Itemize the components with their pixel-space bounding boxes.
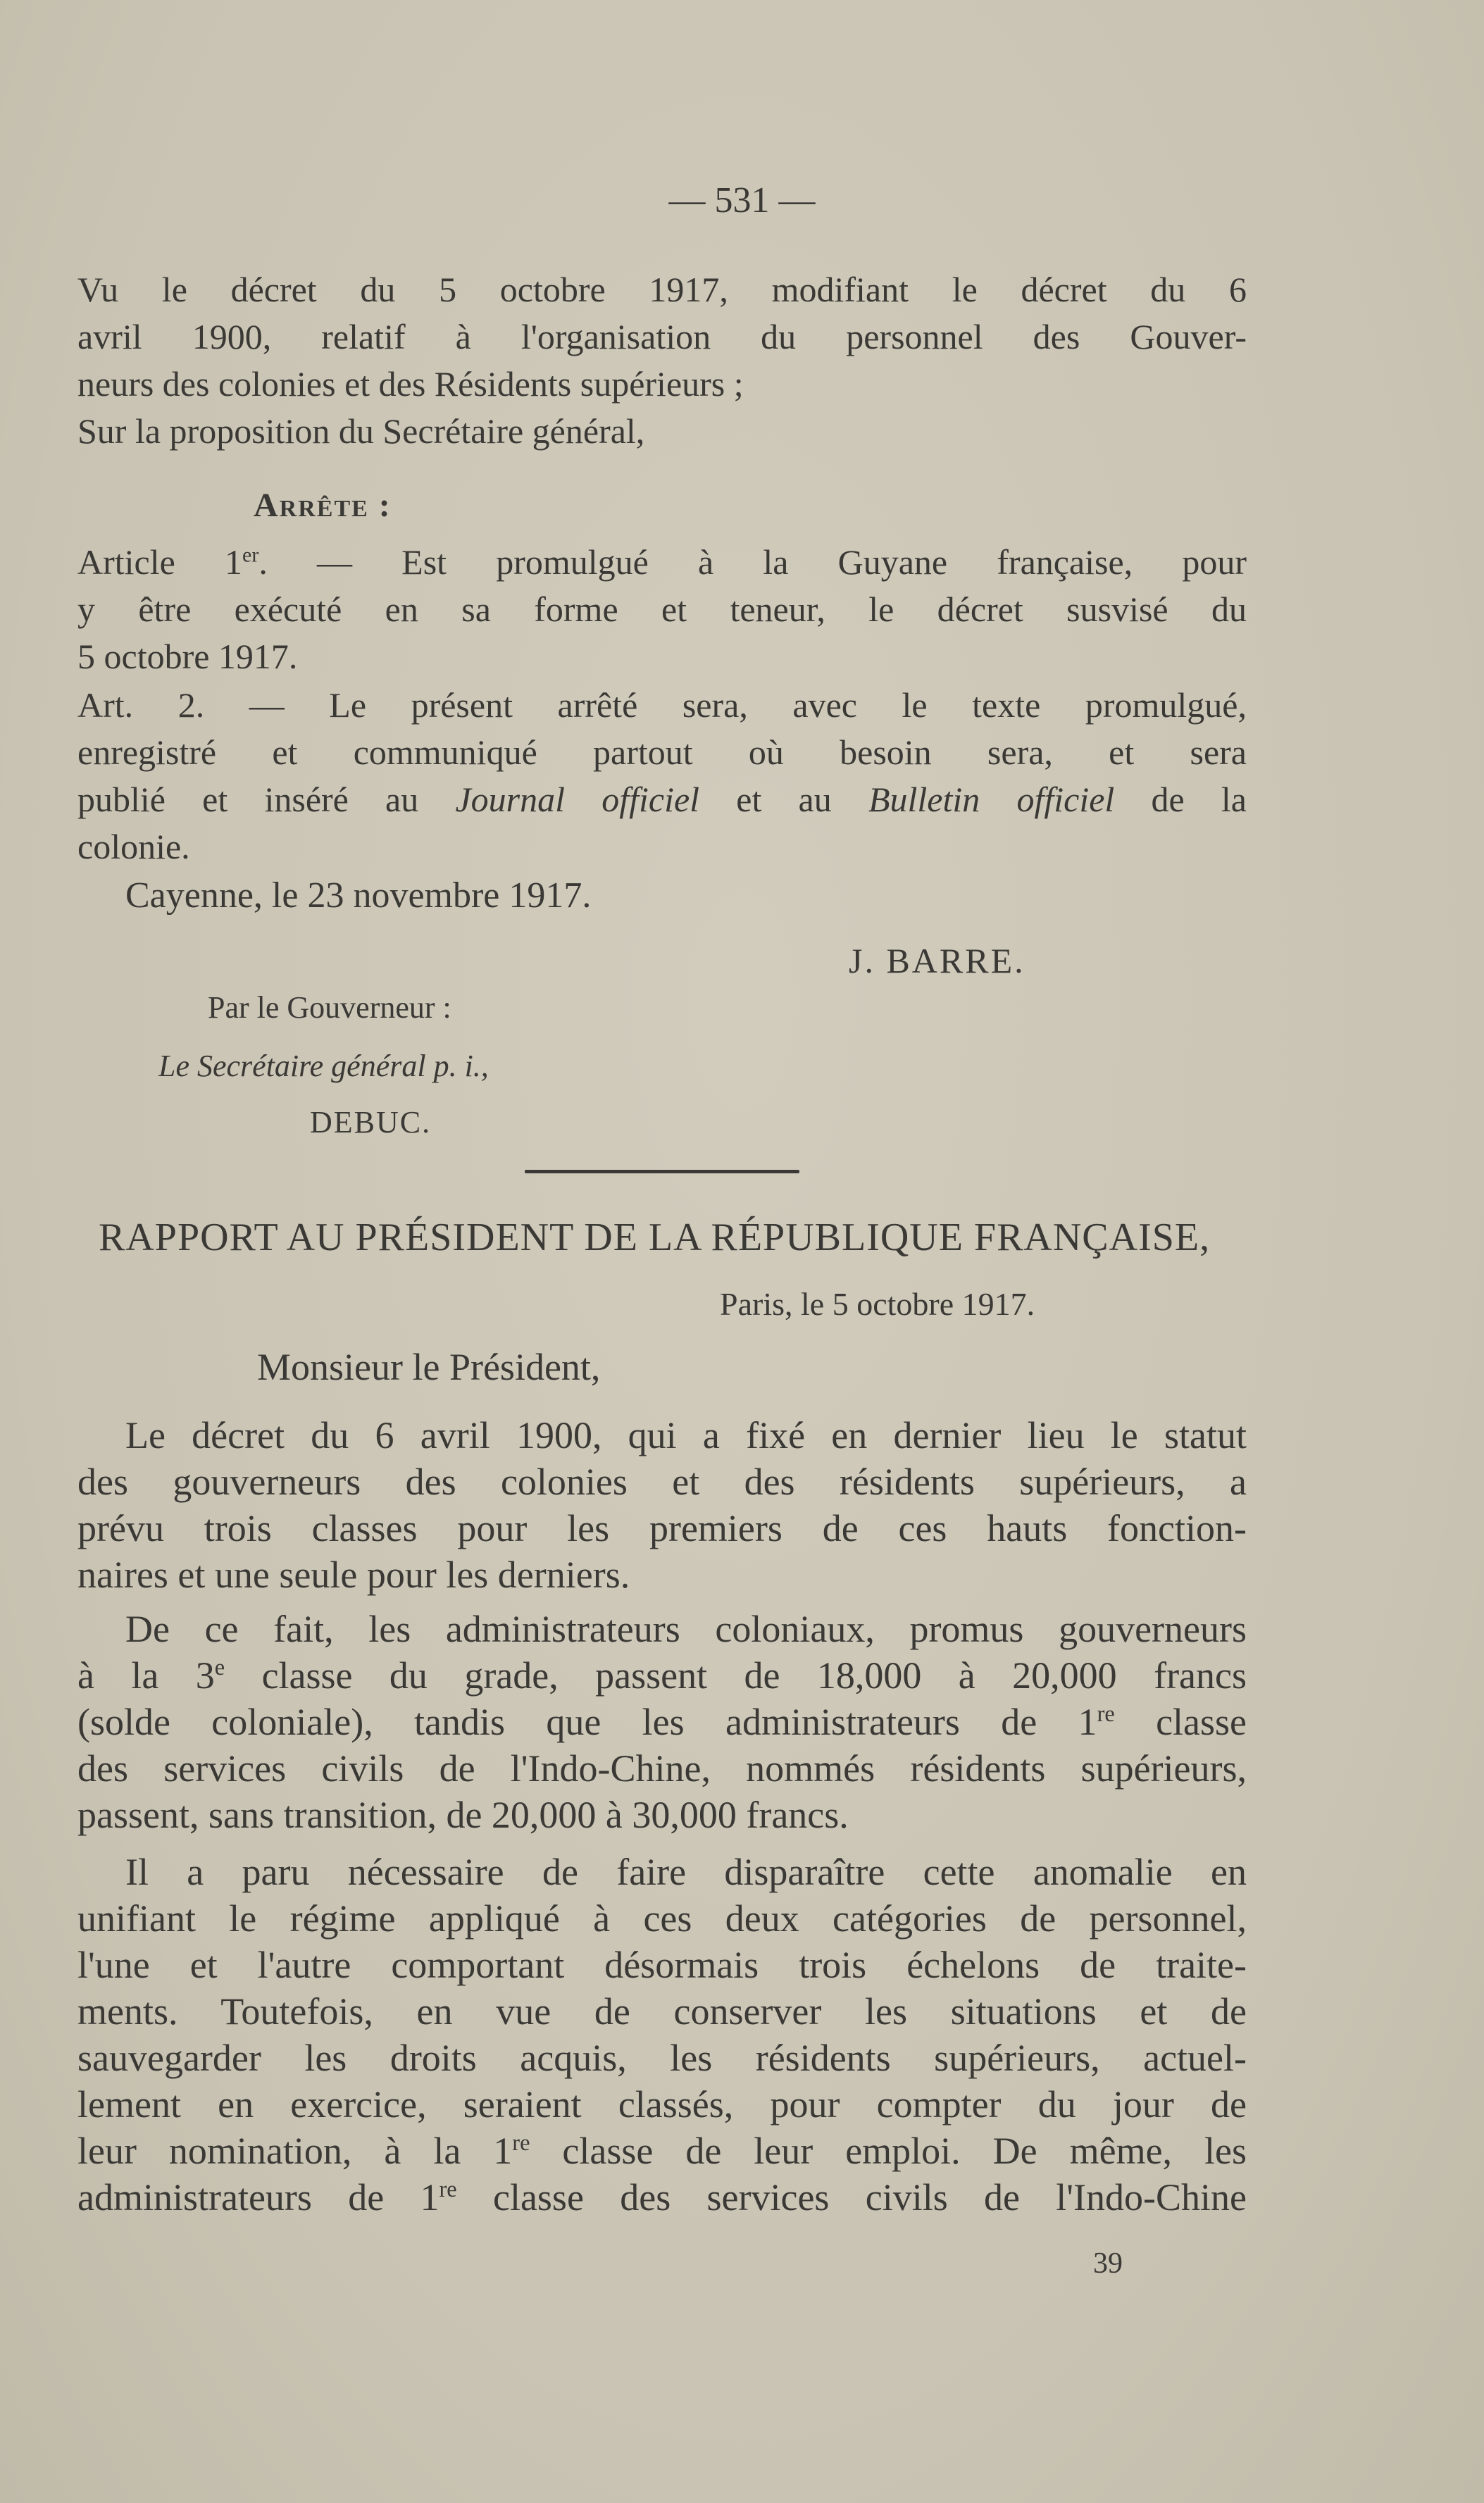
- rapport-salutation: Monsieur le Président,: [257, 1346, 601, 1388]
- p2-line-5: passent, sans transition, de 20,000 à 30,000 francs.: [77, 1794, 849, 1836]
- p3-line-4: ments. Toutefois, en vue de conserver les situations et de: [77, 1990, 1247, 2033]
- p3-line-8: administrateurs de 1re classe des services civils de l'Indo-Chine: [77, 2176, 1247, 2218]
- rapport-paragraph-3: [77, 1849, 1247, 2221]
- p2-line-3: (solde coloniale), tandis que les administrateurs de 1re classe: [77, 1701, 1247, 1743]
- p3-line-2: unifiant le régime appliqué à ces deux catégories de personnel,: [77, 1897, 1247, 1940]
- rapport-paragraph-2: [77, 1606, 1247, 1838]
- journal-officiel: Journal officiel: [455, 780, 700, 819]
- decree-line-2: avril 1900, relatif à l'organisation du personnel des Gouver-: [77, 317, 1247, 356]
- p3-line-5: sauvegarder les droits acquis, les résidents supérieurs, actuel-: [77, 2037, 1247, 2079]
- p2-line-2: à la 3e classe du grade, passent de 18,000 à 20,000 francs: [77, 1654, 1247, 1697]
- par-le-gouverneur: Par le Gouverneur :: [208, 990, 451, 1025]
- decree-line-4: Sur la proposition du Secrétaire général,: [77, 411, 645, 451]
- rapport-title: RAPPORT AU PRÉSIDENT DE LA RÉPUBLIQUE FRANÇAISE,: [99, 1216, 1211, 1259]
- decree-line-1: Vu le décret du 5 octobre 1917, modifiant le décret du 6: [77, 270, 1247, 309]
- article-2-line-3: publié et inséré au Journal officiel et au Bulletin officiel de la: [77, 780, 1247, 819]
- governor-signature: J. BARRE.: [849, 941, 1025, 980]
- page-number: — 531 —: [668, 180, 816, 220]
- secretaire-general: Le Secrétaire général p. i.,: [158, 1049, 489, 1083]
- p1-line-3: prévu trois classes pour les premiers de ces hauts fonction-: [77, 1507, 1247, 1549]
- article-1-line-2: y être exécuté en sa forme et teneur, le décret susvisé du: [77, 589, 1247, 629]
- article-1: [77, 539, 1247, 680]
- p3-line-1: Il a paru nécessaire de faire disparaître cette anomalie en: [125, 1851, 1247, 1893]
- article-2-line-2: enregistré et communiqué partout où besoin sera, et sera: [77, 732, 1247, 772]
- article-2-line-4: colonie.: [77, 827, 190, 866]
- article-2: [77, 682, 1247, 870]
- rapport-place-date: Paris, le 5 octobre 1917.: [720, 1286, 1035, 1322]
- p1-line-1: Le décret du 6 avril 1900, qui a fixé en dernier lieu le statut: [125, 1414, 1247, 1456]
- p3-line-6: lement en exercice, seraient classés, pour compter du jour de: [77, 2083, 1247, 2126]
- article-2-line-1: Art. 2. — Le présent arrêté sera, avec le texte promulgué,: [77, 685, 1247, 725]
- p2-line-1: De ce fait, les administrateurs coloniaux, promus gouverneurs: [125, 1608, 1247, 1650]
- decree-line-3: neurs des colonies et des Résidents supérieurs ;: [77, 364, 744, 404]
- p2-line-4: des services civils de l'Indo-Chine, nommés résidents supérieurs,: [77, 1747, 1247, 1790]
- decree-date: Cayenne, le 23 novembre 1917.: [125, 875, 592, 916]
- p1-line-4: naires et une seule pour les derniers.: [77, 1554, 630, 1596]
- article-1-line-3: 5 octobre 1917.: [77, 637, 298, 676]
- rapport-paragraph-1: [77, 1412, 1247, 1598]
- article-1-line-1: Article 1er. — Est promulgué à la Guyane française, pour: [77, 542, 1247, 582]
- arrete-heading: Arrête :: [254, 487, 392, 524]
- p3-line-3: l'une et l'autre comportant désormais trois échelons de traite-: [77, 1944, 1247, 1986]
- section-divider: [525, 1170, 799, 1173]
- debuc-signature: DEBUC.: [310, 1105, 432, 1140]
- signature-mark: 39: [1093, 2247, 1123, 2280]
- p1-line-2: des gouverneurs des colonies et des résidents supérieurs, a: [77, 1461, 1247, 1503]
- p3-line-7: leur nomination, à la 1re classe de leur emploi. De même, les: [77, 2130, 1247, 2172]
- bulletin-officiel: Bulletin officiel: [868, 780, 1115, 819]
- decree-section: [77, 266, 1247, 455]
